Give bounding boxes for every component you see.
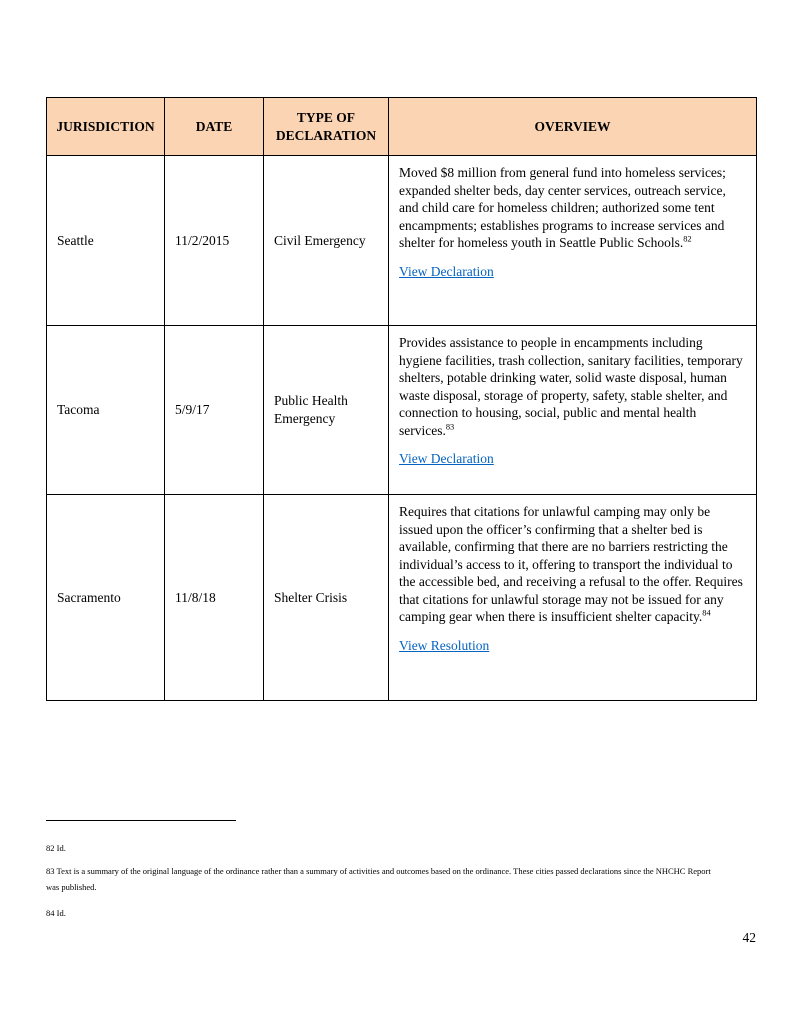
- overview-text: [399, 334, 746, 439]
- footnote-ref: 84: [702, 608, 711, 618]
- table-row: [47, 495, 757, 701]
- overview-cell: [389, 156, 757, 326]
- header-jurisdiction: JURISDICTION: [47, 98, 165, 156]
- type-cell: Shelter Crisis: [264, 495, 389, 701]
- type-cell: Civil Emergency: [264, 156, 389, 326]
- overview-body: Requires that citations for unlawful camping may only be issued upon the officer’s confirming that a shelter bed is available, confirming that there are no barriers restricting the individual’s access to it, offering to transport the individual to the accessible bed, and receiving a refusal to the offer. Requires that citations for unlawful storage may not be issued for any camping gear when there is insufficient shelter capacity.: [399, 504, 743, 625]
- view-declaration-link[interactable]: View Declaration: [399, 451, 494, 467]
- overview-body: Moved $8 million from general fund into homeless services; expanded shelter beds, day center services, outreach service, and child care for homeless children; authorized some tent encampments; establishes programs to increase services and shelter for homeless youth in Seattle Public Schools.: [399, 165, 726, 251]
- view-resolution-link[interactable]: View Resolution: [399, 637, 490, 653]
- table-row: [47, 326, 757, 495]
- header-type-of-declaration: TYPE OF DECLARATION: [264, 98, 389, 156]
- jurisdiction-cell: Tacoma: [47, 326, 165, 495]
- header-overview: OVERVIEW: [389, 98, 757, 156]
- date-cell: 11/2/2015: [165, 156, 264, 326]
- type-cell: Public Health Emergency: [264, 326, 389, 495]
- footnote: 82 Id.: [46, 843, 66, 853]
- page-number: 42: [742, 930, 756, 945]
- overview-cell: [389, 326, 757, 495]
- overview-text: [399, 503, 746, 626]
- table-row: [47, 156, 757, 326]
- overview-body: Provides assistance to people in encampments including hygiene facilities, trash collection, sanitary facilities, temporary shelters, potable drinking water, solid waste disposal, human waste disposal, storage of property, safety, stable shelter, and connection to housing, social, public and mental health services.: [399, 335, 743, 438]
- header-date: DATE: [165, 98, 264, 156]
- footnote: 83 Text is a summary of the original language of the ordinance rather than a summary of activities and outcomes based on the ordinance. These cities passed declarations since the NHCHC Report was published.: [46, 866, 711, 893]
- footnote-ref: 83: [445, 422, 455, 432]
- footnote: 84 Id.: [46, 908, 66, 918]
- jurisdiction-cell: Seattle: [47, 156, 165, 326]
- view-declaration-link[interactable]: View Declaration: [399, 263, 494, 279]
- overview-cell: [389, 495, 757, 701]
- footnote-ref: 82: [683, 234, 692, 244]
- jurisdiction-cell: Sacramento: [47, 495, 165, 701]
- table-header-row: [47, 98, 757, 156]
- declarations-table: [46, 97, 757, 701]
- date-cell: 5/9/17: [165, 326, 264, 495]
- overview-text: [399, 164, 746, 252]
- date-cell: 11/8/18: [165, 495, 264, 701]
- footnote-divider: [46, 820, 236, 821]
